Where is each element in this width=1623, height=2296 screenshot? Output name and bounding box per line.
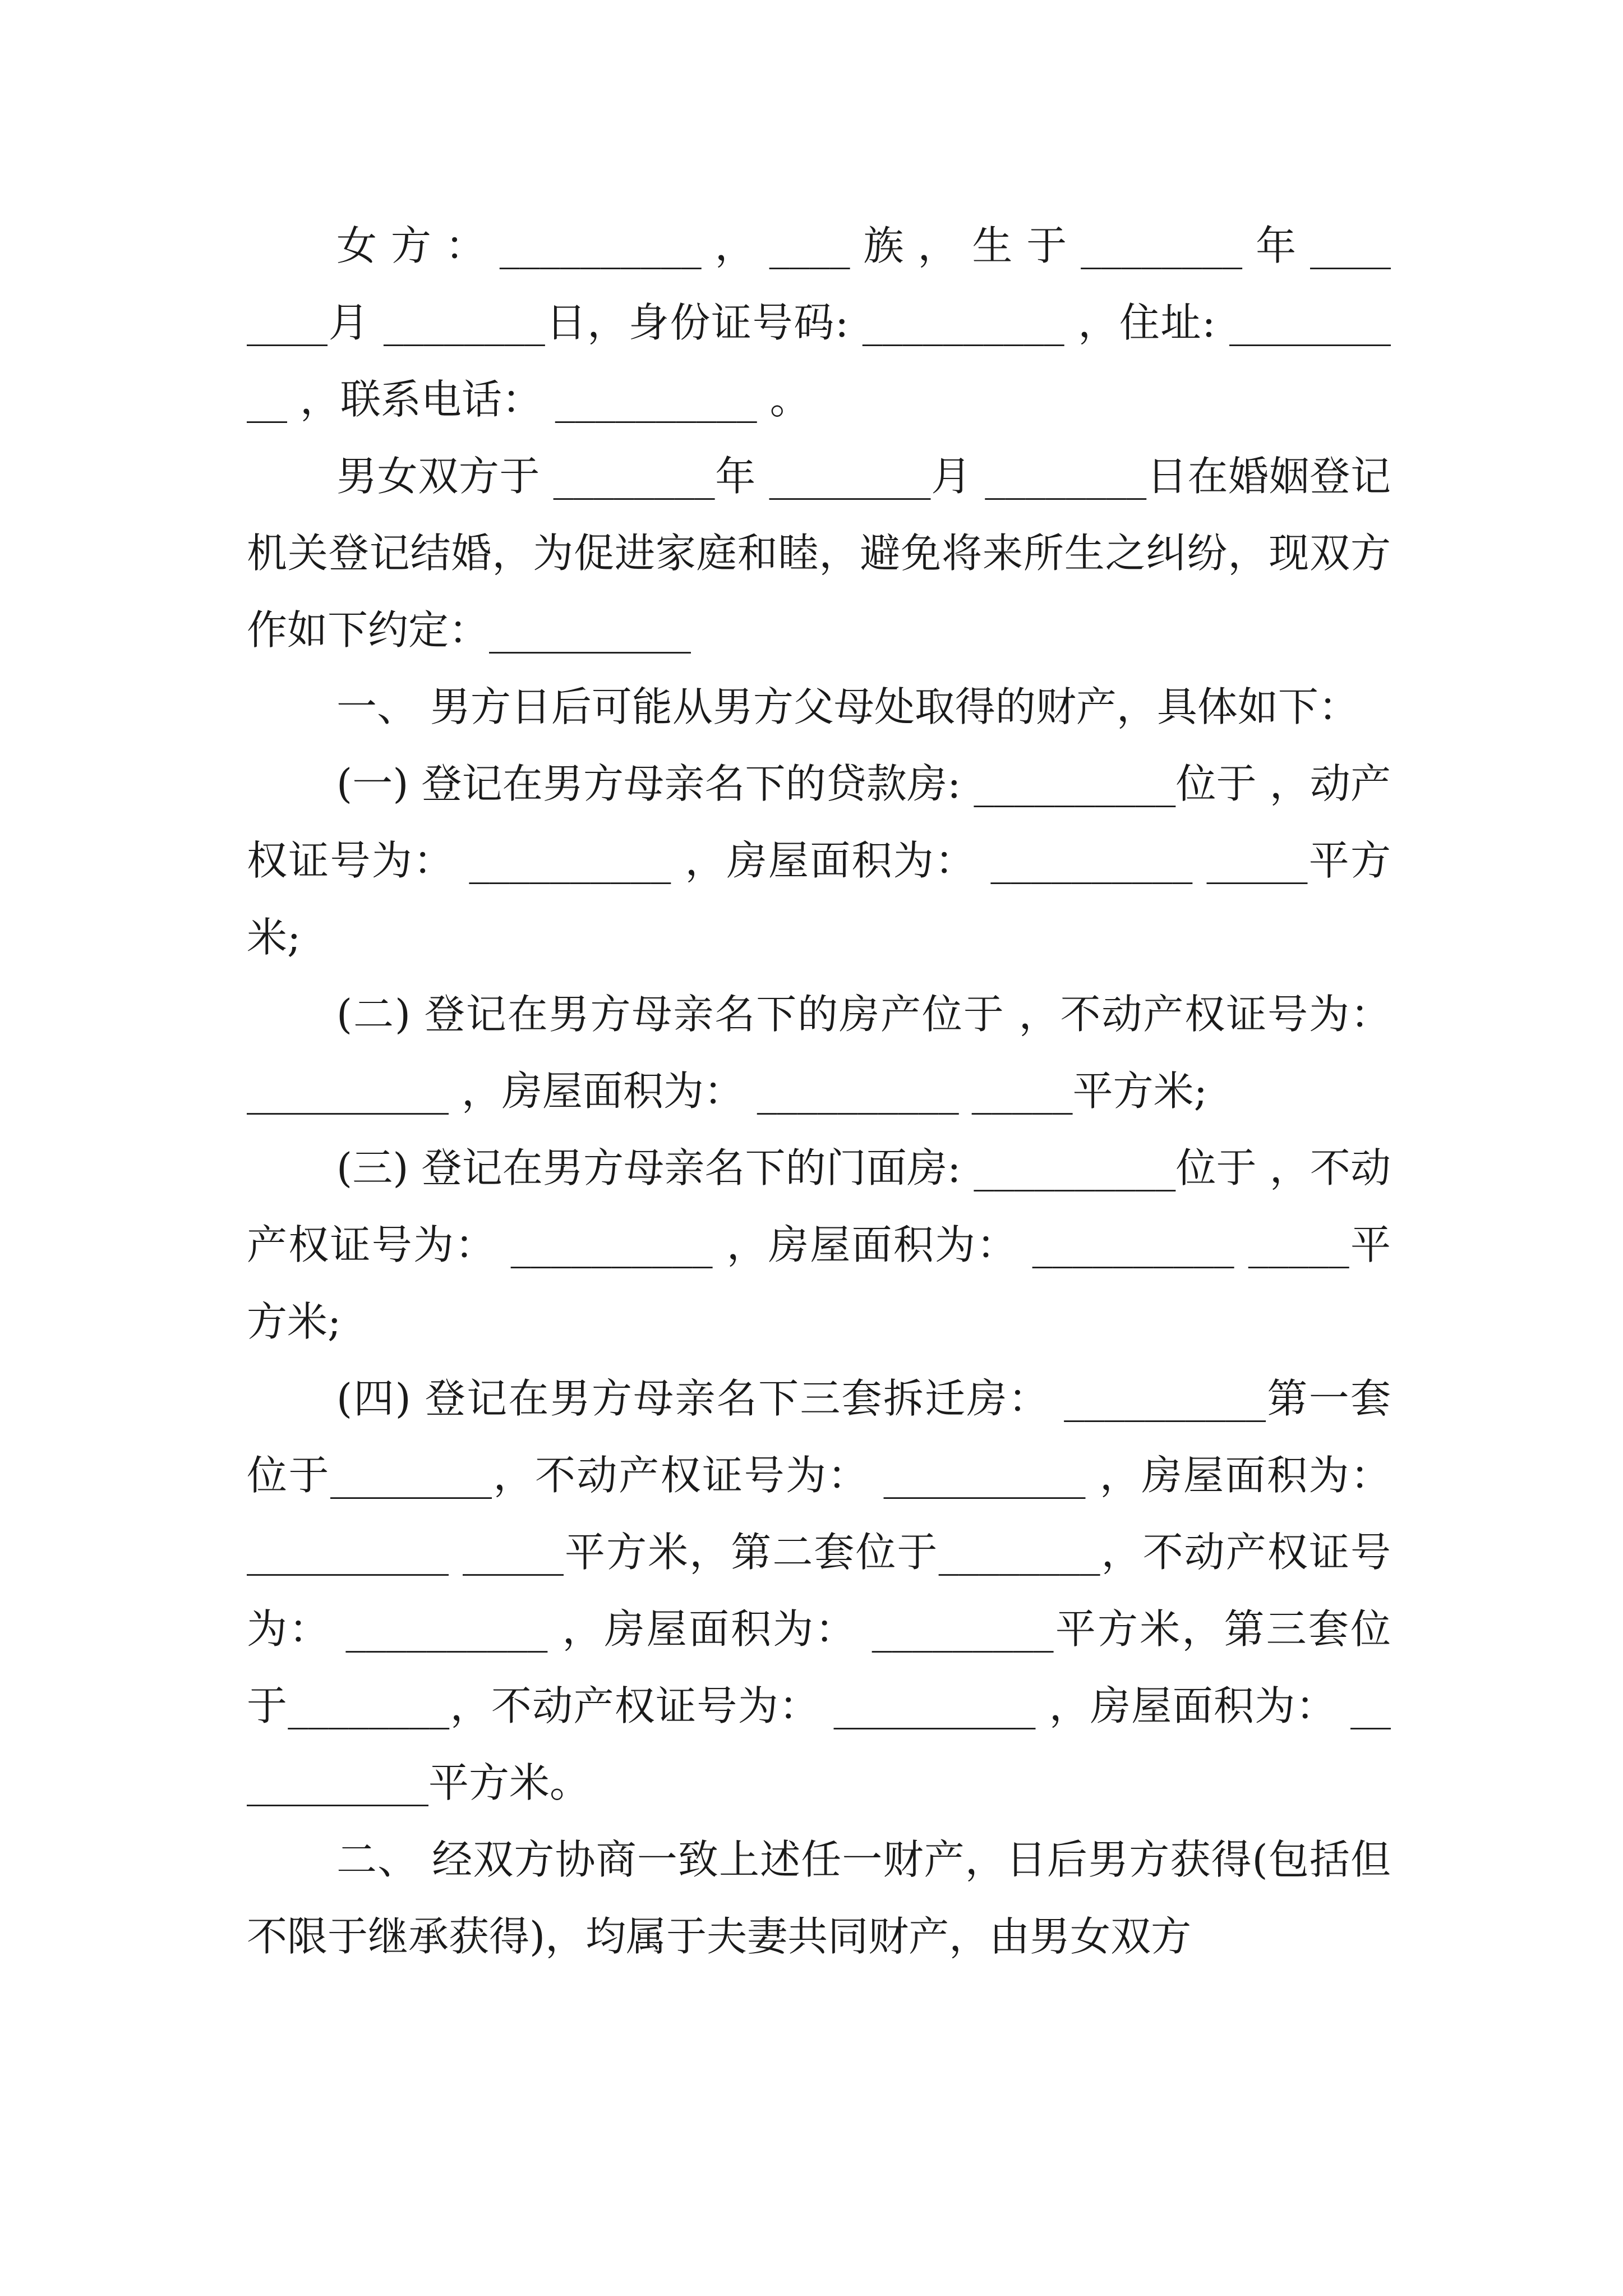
paragraph-clause-1: 一、 男方日后可能从男方父母处取得的财产，具体如下：: [336, 683, 1359, 730]
paragraph-clause-1-item-4: (四) 登记在男方母亲名下三套拆迁房： __________第一套位于________，不动产权证号为： __________ ，房屋面积为： __________ _____平方米，第二套位于________，不动产权证号为： __________ ，房屋面积为： _________平方米，第三套位于________，不动产权证号为： __________ ，房屋面积为： ___________平方米。: [247, 1375, 1404, 1806]
paragraph-marriage-registration: 男女双方于 ________年 ________月 ________日在婚姻登记机关登记结婚，为促进家庭和睦，避免将来所生之纠纷，现双方作如下约定：__________: [247, 453, 1391, 654]
paragraph-clause-1-item-2: (二) 登记在男方母亲名下的房产位于 ，不动产权证号为： __________ ，房屋面积为： __________ _____平方米;: [247, 991, 1404, 1115]
document-body: [247, 208, 1404, 1975]
paragraph-clause-1-item-1: (一) 登记在男方母亲名下的贷款房: __________位于 ，动产权证号为： __________ ，房屋面积为： __________ _____平方米;: [247, 760, 1391, 961]
paragraph-clause-2: 二、 经双方协商一致上述任一财产，日后男方获得(包括但不限于继承获得)，均属于夫妻共同财产，由男女双方: [247, 1836, 1391, 1960]
paragraph-clause-1-item-3: (三) 登记在男方母亲名下的门面房: __________位于 ，不动产权证号为： __________ ，房屋面积为： __________ _____平方米;: [247, 1144, 1391, 1345]
paragraph-party-female: 女 方 ： __________ ， ____ 族 ， 生 于 ________ 年 ________月 ________日，身份证号码: __________ ，住址: __________ ，联系电话： __________ 。: [247, 222, 1391, 423]
